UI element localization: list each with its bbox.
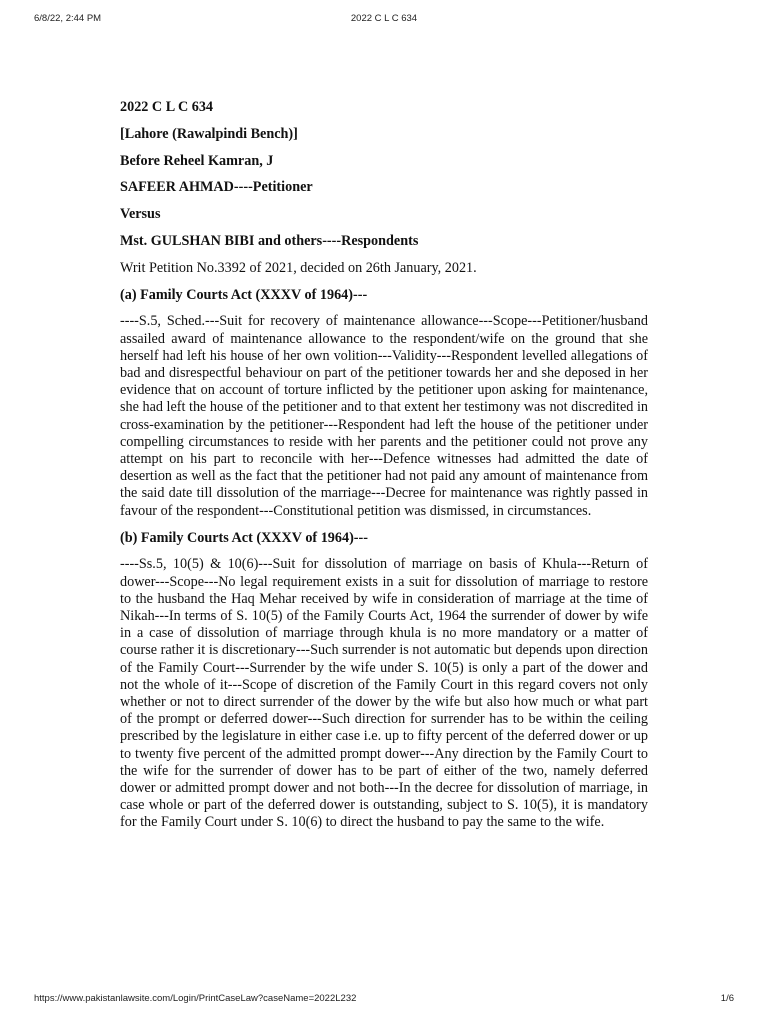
page-number: 1/6 [720,993,734,1004]
document-content [120,99,648,841]
respondents: Mst. GULSHAN BIBI and others----Respondents [120,232,419,249]
section-heading: (a) Family Courts Act (XXXV of 1964)--- [120,286,368,303]
petition-info: Writ Petition No.3392 of 2021, decided on 26th January, 2021. [120,259,477,276]
petitioner: SAFEER AHMAD----Petitioner [120,179,313,196]
print-datetime: 6/8/22, 2:44 PM [34,13,102,24]
case-citation: 2022 C L C 634 [120,99,214,115]
print-header [0,13,768,27]
versus: Versus [120,206,161,223]
section-body: ----S.5, Sched.---Suit for recovery of maintenance allowance---Scope---Petitioner/husband assailed award of maintenance allowance to the respondent/wife on the ground that she herself had left his house of her own volition---Validity---Respondent levelled allegations of bad and disrespectful behaviour on part of the petitioner towards her and she deposed in her evidence that on account of torture inflicted by the petitioner upon asking for maintenance, she had left the house of the petitioner and to that extent her testimony was not discredited in cross-examination by the petitioner---Respondent had left the house of the petitioner under compelling circumstances to reside with her parents and the petitioner could not prove any attempt on his part to reconcile with her---Defence witnesses had admitted the date of desertion as well as the fact that the petitioner had not paid any amount of maintenance from the said date till dissolution of the marriage---Decree for maintenance was rightly passed in favour of the respondent---Constitutional petition was dismissed, in circumstances. [120,313,648,519]
print-page-title: 2022 C L C 634 [350,13,418,24]
print-footer [0,993,768,1007]
section-heading: (b) Family Courts Act (XXXV of 1964)--- [120,529,368,546]
source-url: https://www.pakistanlawsite.com/Login/PrintCaseLaw?caseName=2022L232 [34,993,357,1004]
bench: Before Reheel Kamran, J [120,152,274,169]
section-body: ----Ss.5, 10(5) & 10(6)---Suit for dissolution of marriage on basis of Khula---Return of dower---Scope---No legal requirement exists in a suit for dissolution of marriage to restore to the husband the Haq Mehar received by wife in consideration of marriage at the time of Nikah---In terms of S. 10(5) of the Family Courts Act, 1964 the surrender of dower by wife in a case of dissolution of marriage through khula is no more mandatory or a matter of course rather it is discretionary---Such surrender is not automatic but depends upon direction of the Family Court---Surrender by the wife under S. 10(5) is only a part of the dower and not the whole of it---Scope of discretion of the Family Court in this regard covers not only whether or not to direct surrender of the dower by the wife but also how much or what part of the prompt or deferred dower---Such direction for surrender has to be within the ceiling prescribed by the legislature in either case i.e. up to fifty percent of the deferred dower or up to twenty five percent of the admitted prompt dower---Any direction by the Family Court to the wife for the surrender of dower has to be part of either of the two, namely deferred dower or admitted prompt dower and not both---In the decree for dissolution of marriage, in case whole or part of the deferred dower is outstanding, subject to S. 10(5), it is mandatory for the Family Court under S. 10(6) to direct the husband to pay the same to the wife. [120,556,648,831]
court-name: [Lahore (Rawalpindi Bench)] [120,125,298,142]
